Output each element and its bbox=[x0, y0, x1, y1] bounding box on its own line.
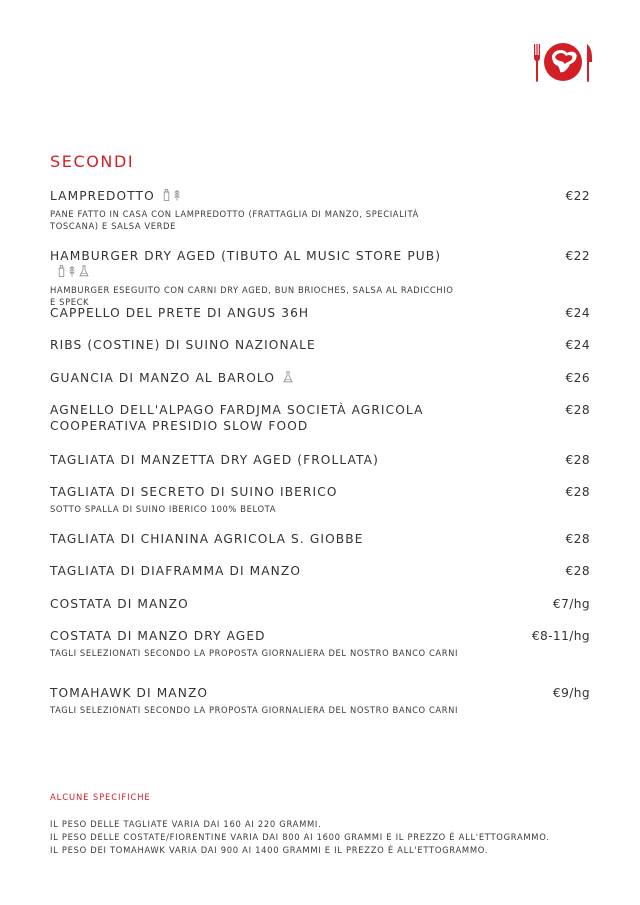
item-price: €28 bbox=[565, 485, 590, 499]
menu-item bbox=[50, 402, 590, 434]
item-name bbox=[50, 563, 301, 579]
notes-section bbox=[50, 792, 610, 857]
item-name-text: TAGLIATA DI MANZETTA DRY AGED (FROLLATA) bbox=[50, 453, 379, 467]
plate-icon bbox=[544, 43, 582, 81]
item-name-text: GUANCIA DI MANZO AL BAROLO bbox=[50, 371, 276, 385]
item-price: €9/hg bbox=[552, 686, 590, 700]
bottle-icon bbox=[58, 265, 65, 281]
item-description: PANE FATTO IN CASA CON LAMPREDOTTO (FRATTAGLIA DI MANZO, SPECIALITÀ TOSCANA) E SALSA VERDE bbox=[50, 209, 419, 231]
item-price: €22 bbox=[565, 249, 590, 263]
menu-item bbox=[50, 484, 590, 515]
item-name-text: TOMAHAWK DI MANZO bbox=[50, 686, 209, 700]
item-name-text: COSTATA DI MANZO bbox=[50, 597, 189, 611]
note-line: IL PESO DEI TOMAHAWK VARIA DAI 900 AI 1400 GRAMMI E IL PREZZO È ALL'ETTOGRAMMO. bbox=[50, 845, 489, 855]
allergen-icons bbox=[283, 371, 293, 387]
item-name-text: HAMBURGER DRY AGED (TIBUTO AL MUSIC STORE PUB) bbox=[50, 249, 442, 263]
item-price: €24 bbox=[565, 306, 590, 320]
item-name-text: RIBS (COSTINE) DI SUINO NAZIONALE bbox=[50, 338, 316, 352]
item-name bbox=[50, 370, 293, 387]
fork-icon bbox=[534, 44, 540, 82]
item-name bbox=[50, 305, 309, 321]
item-price: €28 bbox=[565, 453, 590, 467]
item-name bbox=[50, 596, 189, 612]
item-price: €28 bbox=[565, 532, 590, 546]
item-name-text: LAMPREDOTTO bbox=[50, 189, 155, 203]
item-price: €24 bbox=[565, 338, 590, 352]
flask-icon bbox=[79, 265, 89, 281]
knife-icon bbox=[587, 44, 592, 82]
notes-title: ALCUNE SPECIFICHE bbox=[50, 792, 151, 802]
menu-item bbox=[50, 305, 590, 321]
item-description: HAMBURGER ESEGUITO CON CARNI DRY AGED, BUN BRIOCHES, SALSA AL RADICCHIO E SPECK bbox=[50, 285, 454, 307]
item-description: TAGLI SELEZIONATI SECONDO LA PROPOSTA GIORNALIERA DEL NOSTRO BANCO CARNI bbox=[50, 648, 459, 658]
allergen-icons bbox=[163, 189, 180, 205]
item-price: €28 bbox=[565, 564, 590, 578]
item-name bbox=[50, 402, 460, 434]
bottle-icon bbox=[163, 189, 170, 205]
menu-item bbox=[50, 685, 590, 716]
menu-item bbox=[50, 596, 590, 612]
menu-item bbox=[50, 563, 590, 579]
menu-item bbox=[50, 248, 590, 308]
item-name bbox=[50, 531, 364, 547]
item-description: SOTTO SPALLA DI SUINO IBERICO 100% BELOTA bbox=[50, 504, 277, 514]
item-name-text: TAGLIATA DI CHIANINA AGRICOLA S. GIOBBE bbox=[50, 532, 364, 546]
item-description: TAGLI SELEZIONATI SECONDO LA PROPOSTA GIORNALIERA DEL NOSTRO BANCO CARNI bbox=[50, 705, 459, 715]
item-name bbox=[50, 628, 266, 644]
menu-item bbox=[50, 628, 590, 659]
note-line: IL PESO DELLE COSTATE/FIORENTINE VARIA DAI 800 AI 1600 GRAMMI E IL PREZZO È ALL'ETTOGRAMMO. bbox=[50, 832, 550, 842]
item-name-text: COSTATA DI MANZO DRY AGED bbox=[50, 629, 266, 643]
item-name-text: TAGLIATA DI SECRETO DI SUINO IBERICO bbox=[50, 485, 338, 499]
wheat-icon bbox=[69, 265, 75, 281]
note-line: IL PESO DELLE TAGLIATE VARIA DAI 160 AI 220 GRAMMI. bbox=[50, 819, 322, 829]
item-name bbox=[50, 685, 208, 701]
restaurant-logo bbox=[533, 40, 593, 84]
item-name-text: AGNELLO DELL'ALPAGO FARDJMA SOCIETÀ AGRICOLA COOPERATIVA PRESIDIO SLOW FOOD bbox=[50, 403, 424, 433]
menu-item bbox=[50, 452, 590, 468]
menu-item bbox=[50, 188, 590, 232]
menu-item bbox=[50, 531, 590, 547]
section-title: SECONDI bbox=[50, 152, 135, 171]
item-price: €22 bbox=[565, 189, 590, 203]
item-price: €7/hg bbox=[552, 597, 590, 611]
item-name bbox=[50, 188, 180, 205]
item-name bbox=[50, 248, 460, 281]
menu-item bbox=[50, 337, 590, 353]
item-name bbox=[50, 452, 379, 468]
item-name bbox=[50, 484, 338, 500]
allergen-icons bbox=[58, 265, 89, 281]
notes-lines bbox=[50, 818, 610, 857]
item-name-text: TAGLIATA DI DIAFRAMMA DI MANZO bbox=[50, 564, 302, 578]
item-name bbox=[50, 337, 316, 353]
flask-icon bbox=[283, 371, 293, 387]
item-price: €8-11/hg bbox=[531, 629, 590, 643]
wheat-icon bbox=[174, 189, 180, 205]
item-name-text: CAPPELLO DEL PRETE DI ANGUS 36H bbox=[50, 306, 310, 320]
item-price: €26 bbox=[565, 371, 590, 385]
item-price: €28 bbox=[565, 403, 590, 417]
menu-item bbox=[50, 370, 590, 387]
